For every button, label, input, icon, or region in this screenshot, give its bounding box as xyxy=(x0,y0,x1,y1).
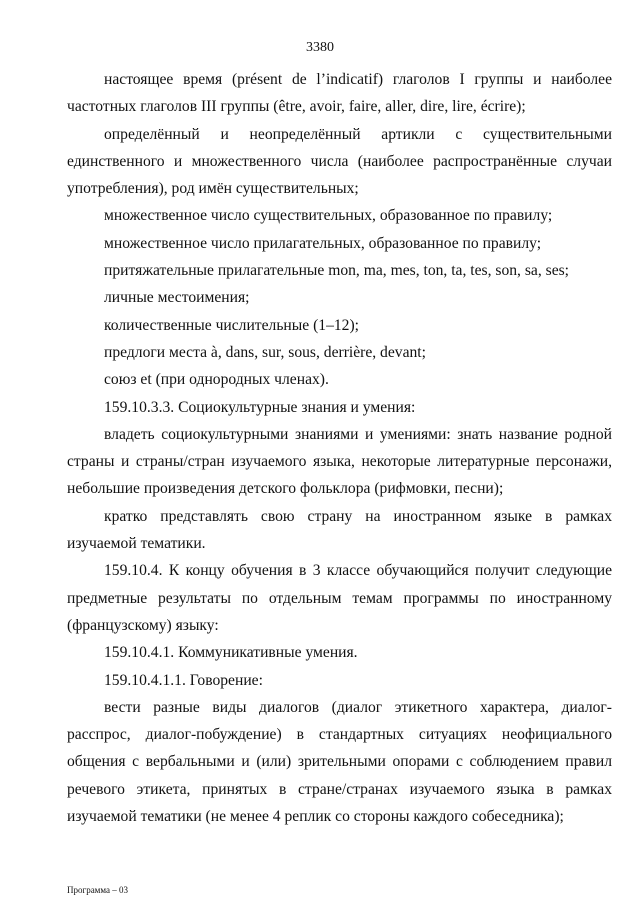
paragraph-conjunction: союз et (при однородных членах). xyxy=(104,371,329,389)
section-heading-communicative-skills: 159.10.4.1. Коммуникативные умения. xyxy=(104,644,358,662)
paragraph-sociocultural-knowledge: владеть социокультурными знаниями и умениями: знать название родной страны и страны/стран изучаемого языка, некоторые литературные персонажи, небольшие произведения детского фольклора (рифмовки, песни); xyxy=(67,425,612,498)
section-heading-speaking: 159.10.4.1.1. Говорение: xyxy=(104,671,263,689)
paragraph-possessive-adjectives: притяжательные прилагательные mon, ma, mes, ton, ta, tes, son, sa, ses; xyxy=(104,262,570,280)
paragraph-personal-pronouns: личные местоимения; xyxy=(104,289,250,307)
footer-label: Программа – 03 xyxy=(67,885,129,895)
paragraph-plural-nouns: множественное число существительных, образованное по правилу; xyxy=(104,207,553,225)
paragraph-cardinal-numerals: количественные числительные (1–12); xyxy=(104,316,359,334)
page-number: 3380 xyxy=(306,40,334,55)
paragraph-prepositions: предлоги места à, dans, sur, sous, derrière, devant; xyxy=(104,343,426,361)
paragraph-present-tense: настоящее время (présent de l’indicatif) глаголов I группы и наиболее частотных глаголов III группы (être, avoir, faire, aller, dire, lire, écrire); xyxy=(67,71,612,116)
paragraph-articles: определённый и неопределённый артикли с существительными единственного и множественного числа (наиболее распространённые случаи употребления), род имён существительных; xyxy=(67,125,612,198)
section-heading-sociocultural: 159.10.3.3. Социокультурные знания и умения: xyxy=(104,398,416,416)
paragraph-present-country: кратко представлять свою страну на иностранном языке в рамках изучаемой тематики. xyxy=(67,507,612,553)
document-body xyxy=(67,66,612,830)
paragraph-dialogues: вести разные виды диалогов (диалог этикетного характера, диалог-расспрос, диалог-побуждение) в стандартных ситуациях неофициального общения с вербальными и (или) зрительными опорами с соблюдением правил речевого этикета, принятых в стране/странах изучаемого языка в рамках изучаемой тематики (не менее 4 реплик со стороны каждого собеседника); xyxy=(67,698,612,826)
paragraph-plural-adjectives: множественное число прилагательных, образованное по правилу; xyxy=(104,234,542,252)
section-heading-grade3-results: 159.10.4. К концу обучения в 3 классе обучающийся получит следующие предметные результаты по отдельным темам программы по иностранному (французскому) языку: xyxy=(67,562,612,634)
